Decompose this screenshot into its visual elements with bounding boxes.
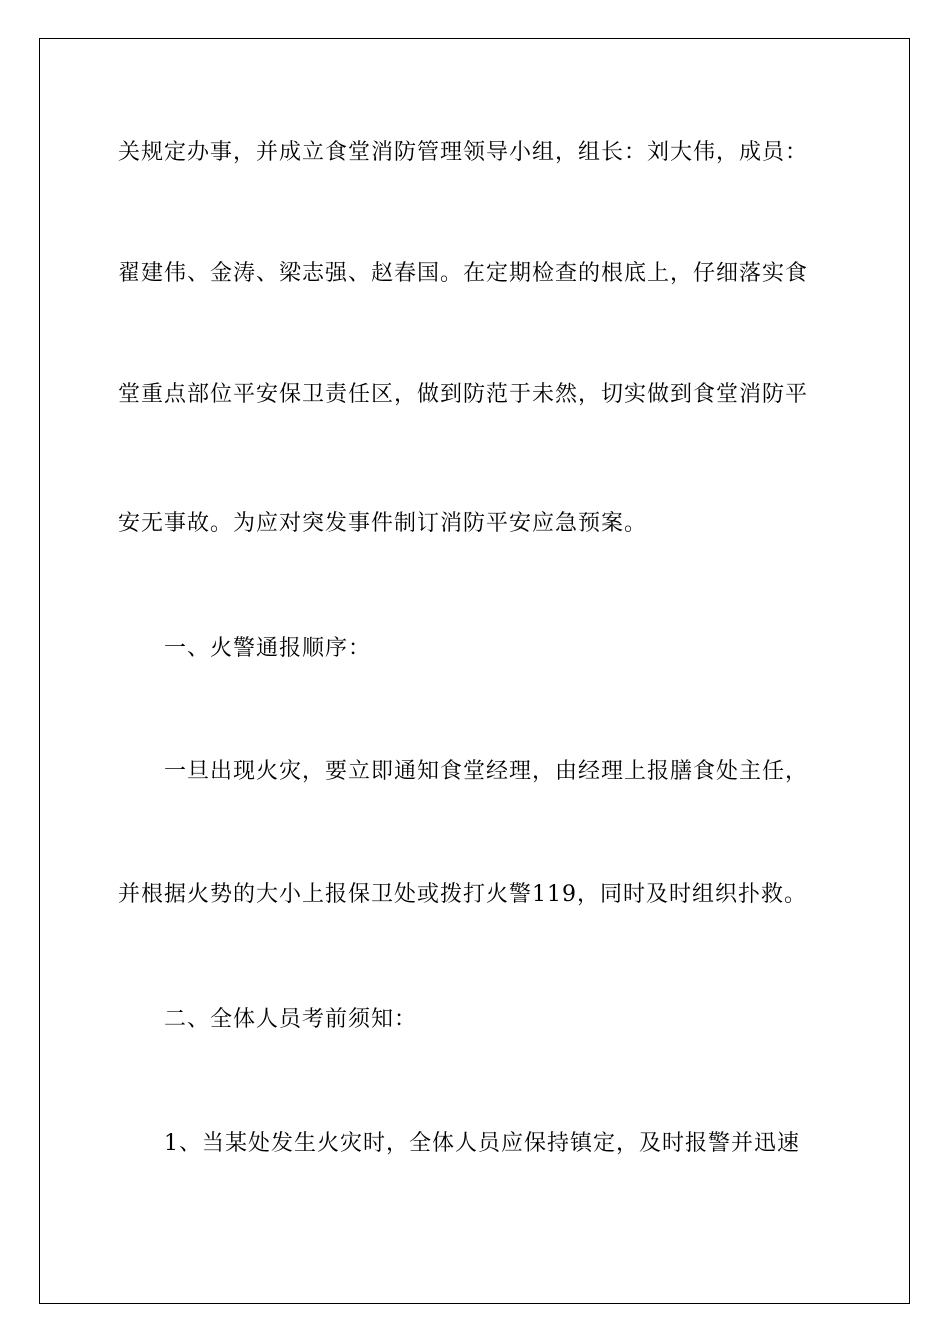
text-line-9: 1、当某处发生火灾时，全体人员应保持镇定，及时报警并迅速 — [164, 1131, 800, 1156]
section-heading-1: 一、火警通报顺序： — [164, 636, 372, 661]
text-line-7: 并根据火势的大小上报保卫处或拨打火警119，同时及时组织扑救。 — [118, 882, 807, 907]
page-frame — [39, 38, 910, 1304]
text-line-4: 安无事故。为应对突发事件制订消防平安应急预案。 — [118, 511, 648, 536]
text-line-1: 关规定办事，并成立食堂消防管理领导小组，组长：刘大伟，成员： — [118, 140, 809, 165]
section-heading-2: 二、全体人员考前须知： — [164, 1007, 418, 1032]
text-line-2: 翟建伟、金涛、梁志强、赵春国。在定期检查的根底上，仔细落实食 — [118, 261, 809, 286]
text-line-6: 一旦出现火灾，要立即通知食堂经理，由经理上报膳食处主任， — [164, 759, 809, 784]
text-line-3: 堂重点部位平安保卫责任区，做到防范于未然，切实做到食堂消防平 — [118, 382, 809, 407]
